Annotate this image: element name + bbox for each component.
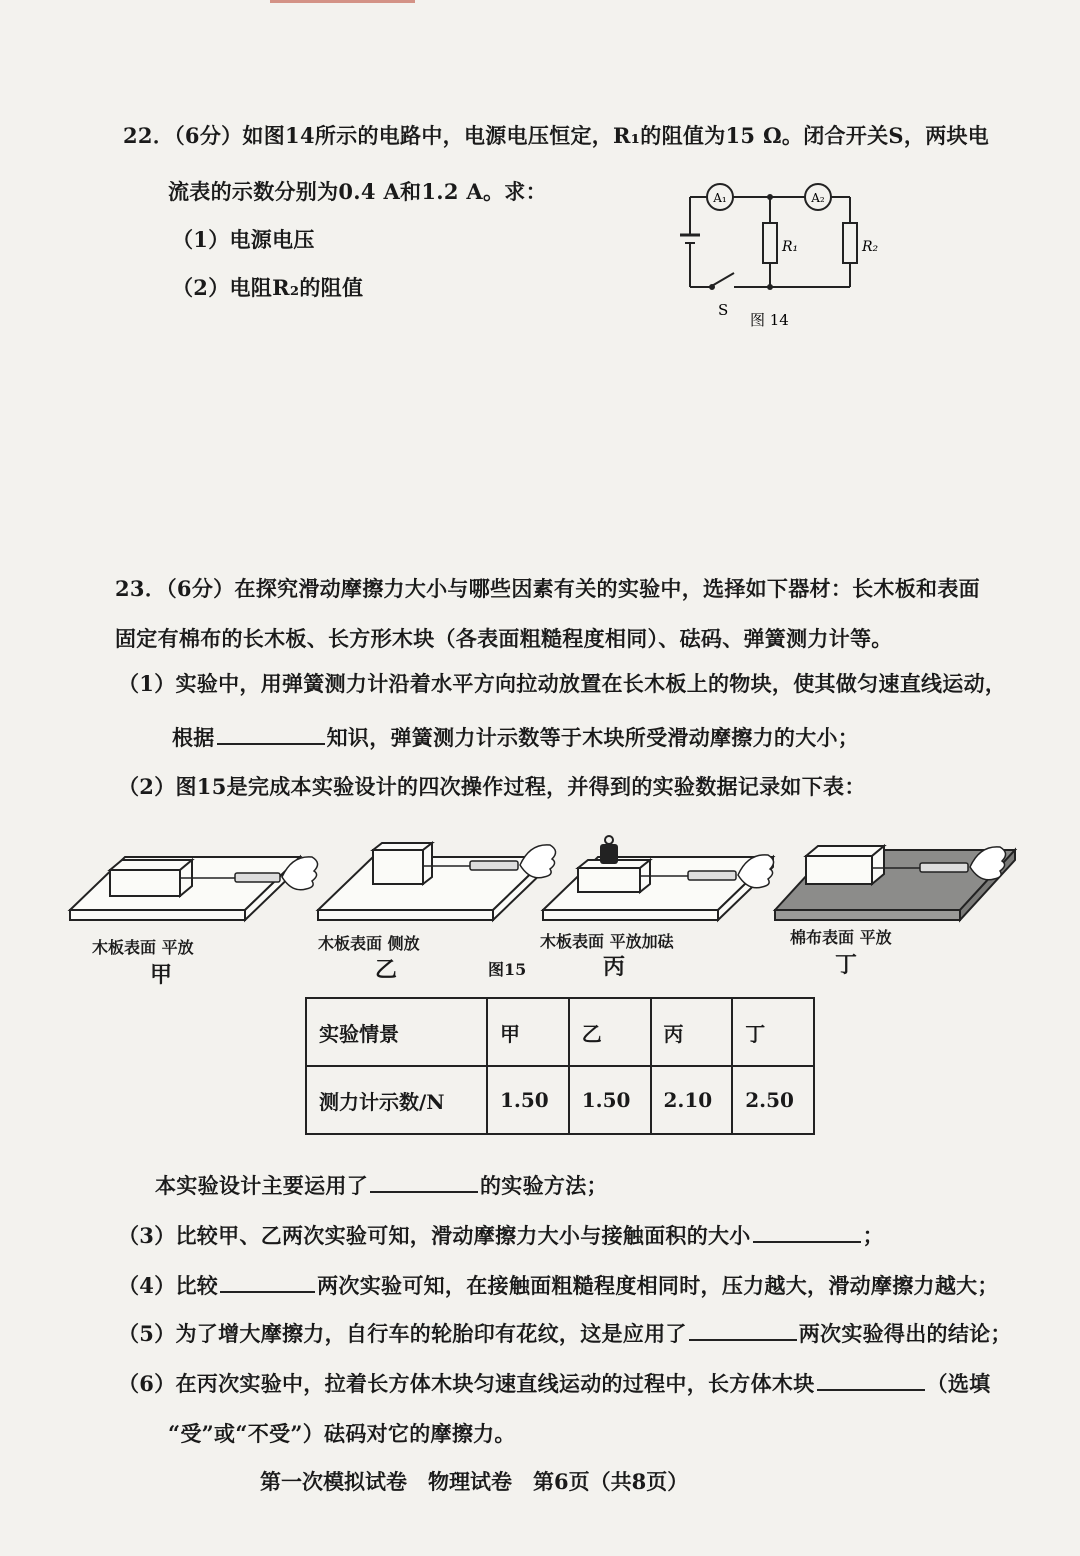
answer-blank-6[interactable] xyxy=(817,1371,925,1391)
table-cell: 丙 xyxy=(651,998,733,1066)
table-cell: 甲 xyxy=(487,998,569,1066)
panel-ding-label: 丁 xyxy=(835,952,858,978)
table-cell: 乙 xyxy=(569,998,651,1066)
page-footer: 第一次模拟试卷 物理试卷 第6页（共8页） xyxy=(260,1469,689,1494)
table-cell: 2.10 xyxy=(651,1066,733,1134)
q23-p3: （3）比较甲、乙两次实验可知，滑动摩擦力大小与接触面积的大小 ； xyxy=(118,1223,884,1248)
fig14-caption: 图 14 xyxy=(750,311,789,329)
q23-p1b: 根据 知识，弹簧测力计示数等于木块所受滑动摩擦力的大小； xyxy=(172,725,860,750)
top-decoration xyxy=(270,0,415,3)
q22-sub1: （1）电源电压 xyxy=(172,227,315,252)
panel-bing-label: 丙 xyxy=(603,954,626,980)
switch-label: S xyxy=(718,301,729,319)
answer-blank-5[interactable] xyxy=(689,1321,797,1341)
answer-blank-4[interactable] xyxy=(220,1273,315,1293)
table-cell: 实验情景 xyxy=(306,998,487,1066)
q23-line2: 固定有棉布的长木板、长方形木块（各表面粗糙程度相同）、砝码、弹簧测力计等。 xyxy=(115,626,893,651)
q23-p4: （4）比较 两次实验可知，在接触面粗糙程度相同时，压力越大，滑动摩擦力越大； xyxy=(118,1273,999,1298)
q23-p2: （2）图15是完成本实验设计的四次操作过程，并得到的实验数据记录如下表： xyxy=(118,774,866,799)
friction-experiment-fig15 xyxy=(60,830,1030,930)
r1-label: R₁ xyxy=(782,239,799,255)
panel-jia-label: 甲 xyxy=(150,962,173,988)
circuit-diagram-fig14 xyxy=(660,175,910,340)
panel-yi-label: 乙 xyxy=(375,957,398,983)
panel-ding-desc: 棉布表面 平放 xyxy=(790,928,892,947)
table-row xyxy=(306,1066,814,1134)
ammeter1-label: A₁ xyxy=(713,191,727,205)
table-cell: 1.50 xyxy=(487,1066,569,1134)
table-cell: 丁 xyxy=(732,998,814,1066)
panel-yi-desc: 木板表面 侧放 xyxy=(318,934,420,953)
q23-p6: （6）在丙次实验中，拉着长方体木块匀速直线运动的过程中，长方体木块 （选填 xyxy=(118,1371,991,1396)
panel-jia-desc: 木板表面 平放 xyxy=(92,938,194,957)
q22-line1: 22．（6分）如图14所示的电路中，电源电压恒定，R₁的阻值为15 Ω。闭合开关S，两块电 xyxy=(123,123,990,148)
answer-blank-3[interactable] xyxy=(753,1223,861,1243)
ammeter2-label: A₂ xyxy=(811,191,825,205)
table-cell: 2.50 xyxy=(732,1066,814,1134)
q23-method: 本实验设计主要运用了 的实验方法； xyxy=(155,1173,608,1198)
q23-p6b: “受”或“不受”）砝码对它的摩擦力。 xyxy=(168,1421,516,1446)
answer-blank-2[interactable] xyxy=(370,1173,478,1193)
q22-sub2: （2）电阻R₂的阻值 xyxy=(172,275,364,300)
table-cell: 测力计示数/N xyxy=(306,1066,487,1134)
table-header-row xyxy=(306,998,814,1066)
q23-p1a: （1）实验中，用弹簧测力计沿着水平方向拉动放置在长木板上的物块，使其做匀速直线运动， xyxy=(118,671,1007,696)
q23-line1: 23．（6分）在探究滑动摩擦力大小与哪些因素有关的实验中，选择如下器材：长木板和表面 xyxy=(115,576,980,601)
table-cell: 1.50 xyxy=(569,1066,651,1134)
answer-blank-1[interactable] xyxy=(217,725,325,745)
panel-bing-desc: 木板表面 平放加砝 xyxy=(540,932,674,951)
q22-line2: 流表的示数分别为0.4 A和1.2 A。求： xyxy=(168,179,547,204)
experiment-data-table xyxy=(305,997,815,1135)
fig15-caption: 图15 xyxy=(488,960,527,979)
r2-label: R₂ xyxy=(862,239,879,255)
q23-p5: （5）为了增大摩擦力，自行车的轮胎印有花纹，这是应用了 两次实验得出的结论； xyxy=(118,1321,1012,1346)
